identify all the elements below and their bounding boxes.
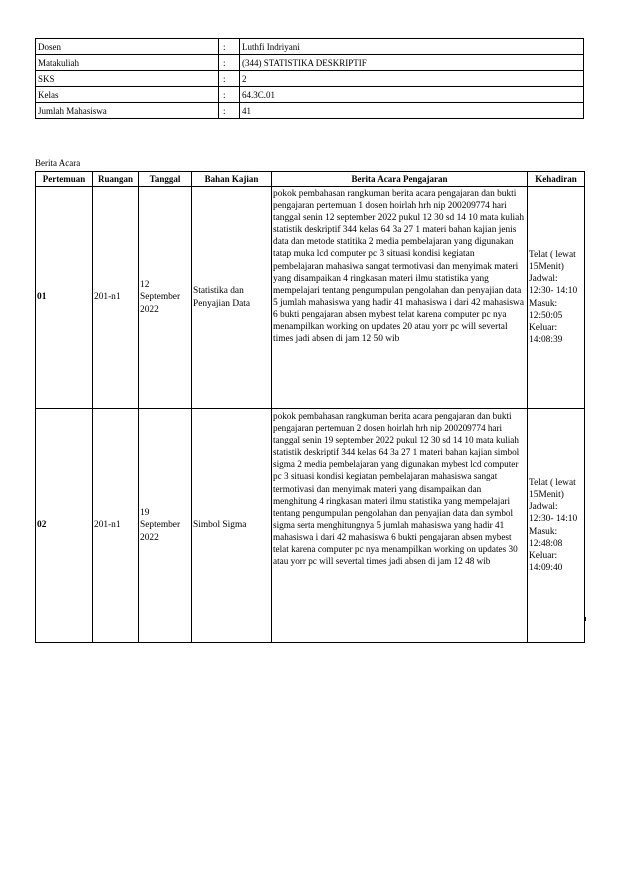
header-kehadiran: Kehadiran [528,172,585,187]
info-label: Matakuliah [36,55,219,71]
info-row-jumlah-mahasiswa [36,103,584,119]
info-value: 64.3C.01 [240,87,584,103]
info-label: SKS [36,71,219,87]
info-row-matakuliah [36,55,584,71]
table-header-row [36,172,585,187]
cell-berita-acara: pokok pembahasan rangkuman berita acara pengajaran dan bukti pengajaran pertemuan 2 dosen hoirlah hrh nip 200209774 hari tanggal senin 19 september 2022 pukul 12 30 sd 14 10 mata kuliah statistik deskriptif 344 kelas 64 3a 27 1 materi bahan kajian simbol sigma 2 media pembelajaran yang digunakan mybest lcd computer pc 3 situasi kondisi kegiatan pembelajaran mahasiswa sangat termotivasi dan menyimak materi yang disampaikan dan menghitung 4 ringkasan materi ilmu statistika yang mempelajari tentang pengumpulan pengolahan dan penyajian data dan symbol sigma serta menghitungnya 5 jumlah mahasiswa yang hadir 41 mahasiswa i dari 42 mahasiswa 6 bukti pengajaran absen mybest telat karena computer pc nya menampilkan working on updates 30 atau yorr pc will severtal times jadi absen di jam 12 48 wib [272,409,528,643]
cell-pertemuan: 02 [36,409,93,643]
header-ruangan: Ruangan [93,172,139,187]
berita-acara-table [35,171,585,643]
header-berita-acara: Berita Acara Pengajaran [272,172,528,187]
header-pertemuan: Pertemuan [36,172,93,187]
info-row-dosen [36,39,584,55]
table-continuation-border [35,617,586,621]
info-value: (344) STATISTIKA DESKRIPTIF [240,55,584,71]
section-title: Berita Acara [35,158,81,168]
info-separator: : [219,103,240,119]
table-row [36,409,585,643]
cell-tanggal: 12 September 2022 [139,187,192,409]
info-label: Dosen [36,39,219,55]
info-separator: : [219,55,240,71]
cell-kehadiran: Telat ( lewat 15Menit) Jadwal: 12:30- 14:10 Masuk: 12:50:05 Keluar: 14:08:39 [528,187,585,409]
cell-ruangan: 201-n1 [93,187,139,409]
cell-bahan-kajian: Simbol Sigma [192,409,272,643]
info-row-sks [36,71,584,87]
cell-pertemuan: 01 [36,187,93,409]
info-label: Kelas [36,87,219,103]
info-value: 2 [240,71,584,87]
cell-bahan-kajian: Statistika dan Penyajian Data [192,187,272,409]
info-separator: : [219,71,240,87]
cell-kehadiran: Telat ( lewat 15Menit) Jadwal: 12:30- 14:10 Masuk: 12:48:08 Keluar: 14:09:40 [528,409,585,643]
header-tanggal: Tanggal [139,172,192,187]
cell-tanggal: 19 September 2022 [139,409,192,643]
info-separator: : [219,87,240,103]
header-bahan-kajian: Bahan Kajian [192,172,272,187]
course-info-table [35,38,584,119]
cell-ruangan: 201-n1 [93,409,139,643]
info-separator: : [219,39,240,55]
cell-berita-acara: pokok pembahasan rangkuman berita acara pengajaran dan bukti pengajaran pertemuan 1 dosen hoirlah hrh nip 200209774 hari tanggal senin 12 september 2022 pukul 12 30 sd 14 10 mata kuliah statistik deskriptif 344 kelas 64 3a 27 1 materi bahan kajian jenis data dan metode statitika 2 media pembelajaran yang digunakan tatap muka lcd computer pc 3 situasi kondisi kegiatan pembelajaran mahasiwa sangat termotivasi dan menyimak materi yang disampaikan 4 ringkasan materi ilmu statistika yang mempelajari tentang pengumpulan pengolahan dan penyajian data 5 jumlah mahasiswa yang hadir 41 mahasiswa i dari 42 mahasiswa 6 bukti pengajaran absen mybest telat karena computer pc nya menampilkan working on updates 20 atau yorr pc will severtal times jadi absen di jam 12 50 wib [272,187,528,409]
info-value: 41 [240,103,584,119]
continuation-divider [271,617,272,621]
info-label: Jumlah Mahasiswa [36,103,219,119]
table-row [36,187,585,409]
info-row-kelas [36,87,584,103]
info-value: Luthfi Indriyani [240,39,584,55]
continuation-divider [527,617,528,621]
